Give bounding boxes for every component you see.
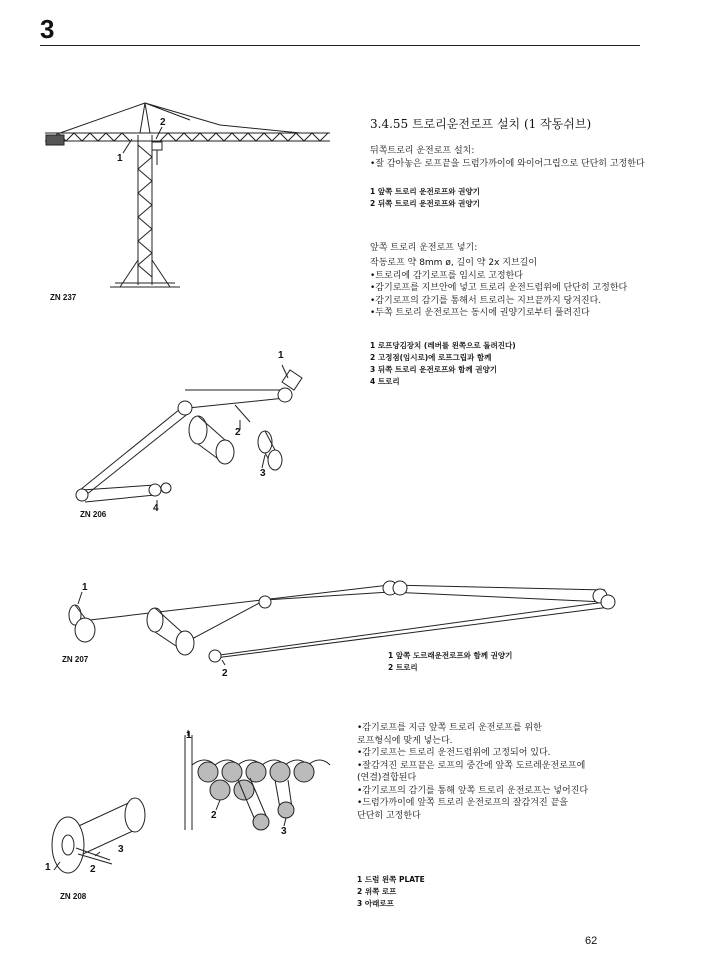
crane-drawing xyxy=(40,95,340,300)
instruction-line: •감기로프를 지금 앞쪽 트로리 운전로프를 위한 xyxy=(357,723,542,733)
legend-line: 2 뒤쪽 트로리 운전로프와 권양기 xyxy=(370,199,480,208)
instruction-line: •두쪽 트로리 운전로프는 동시에 권양기로부터 풀려진다 xyxy=(370,308,590,318)
figure-label-zn237: ZN 237 xyxy=(50,293,77,302)
reeving-drawing-zn206 xyxy=(70,350,310,510)
figure-label-zn207: ZN 207 xyxy=(62,655,89,664)
chapter-number: 3 xyxy=(40,14,55,44)
reeving-figure-zn207 xyxy=(60,580,660,679)
instruction-line: •잘감겨진 로프끝은 로프의 중간에 앞쪽 도르레운전로프에 xyxy=(357,760,586,771)
figure-label-zn208: ZN 208 xyxy=(60,892,87,901)
header-rule xyxy=(40,45,640,46)
legend-line: 4 트로리 xyxy=(370,377,400,386)
front-rope-heading: 앞쪽 트로리 운전로프 넣기: xyxy=(370,243,478,253)
crane-callout-2: 2 xyxy=(160,117,166,128)
legend-line: 2 위쪽 로프 xyxy=(357,887,397,896)
drum-callout-2: 2 xyxy=(90,864,96,875)
legend-line: 1 드럼 왼쪽 PLATE xyxy=(357,875,425,884)
legend-line: 1 앞쪽 트로리 운전로프와 권양기 xyxy=(370,187,480,196)
instruction-line: •감기로프의 감기를 통해 앞쪽 트로리 운전로프는 넣어진다 xyxy=(357,785,589,796)
rear-rope-legend xyxy=(370,186,480,210)
instruction-line: 로프형식에 맞게 넣는다. xyxy=(357,735,453,746)
instruction-line: 단단히 고정한다 xyxy=(357,810,421,821)
legend-line: 3 뒤쪽 트로리 운전로프와 함께 권양기 xyxy=(370,365,497,374)
long-reeving-callout-2: 2 xyxy=(222,668,228,679)
instruction-line: •트로리에 감기로프를 임시로 고정한다 xyxy=(370,270,523,281)
reeving-callout-4: 4 xyxy=(153,503,159,514)
legend-line: 1 로프당김장치 (레버를 왼쪽으로 돌려진다) xyxy=(370,341,516,350)
legend-line: 2 고정점(임시로)에 로프그립과 함께 xyxy=(370,353,492,362)
reeving-callout-2: 2 xyxy=(235,427,241,438)
drum-callout-1: 1 xyxy=(45,862,51,873)
reeving-callout-3: 3 xyxy=(260,468,266,479)
crane-callout-1: 1 xyxy=(117,153,123,164)
drum-detail-callout-3: 3 xyxy=(281,826,287,837)
drum-legend xyxy=(357,874,425,910)
drum-detail-figure xyxy=(180,730,355,840)
instruction-line: (연결)결합된다 xyxy=(357,773,417,783)
instruction-line: •감기로프를 지브안에 넣고 트로리 운전드럼위에 단단히 고정한다 xyxy=(370,283,628,293)
rear-rope-heading: 뒤쪽트로리 운전로프 설치: xyxy=(370,146,475,156)
rear-rope-instruction: •잘 감아놓은 로프끝을 드럼가까이에 와이어그립으로 단단히 고정한다 xyxy=(370,159,645,169)
drum-figure-zn208 xyxy=(40,780,150,885)
zn207-legend xyxy=(388,650,512,674)
reeving-callout-1: 1 xyxy=(278,350,284,361)
instruction-line: •드럼가까이에 앞쪽 트로리 운전로프의 잘감겨진 끝을 xyxy=(357,798,568,808)
reeving-figure-zn206 xyxy=(70,350,310,514)
drum-detail-callout-1: 1 xyxy=(186,730,192,741)
figure-label-zn206: ZN 206 xyxy=(80,510,107,519)
legend-line: 2 트로리 xyxy=(388,663,418,672)
legend-line: 3 아래로프 xyxy=(357,899,394,908)
drum-detail-callout-2: 2 xyxy=(211,810,217,821)
reeving-drawing-zn207 xyxy=(60,580,660,675)
legend-line: 1 앞쪽 도르래운전로프와 함께 권양기 xyxy=(388,651,513,660)
instruction-line: •감기로프의 감기를 통해서 트로리는 지브끝까지 당겨진다. xyxy=(370,295,602,306)
drum-callout-3: 3 xyxy=(118,844,124,855)
front-rope-legend xyxy=(370,340,516,388)
instruction-line: •감기로프는 트로리 운전드럼위에 고정되어 있다. xyxy=(357,748,551,758)
front-rope-instructions xyxy=(370,257,627,320)
front-rope-procedure xyxy=(357,722,588,822)
crane-figure xyxy=(40,95,340,300)
drum-detail-drawing xyxy=(180,730,355,840)
section-title: 3.4.55 트로리운전로프 설치 (1 작동쉬브) xyxy=(370,117,592,131)
long-reeving-callout-1: 1 xyxy=(82,582,88,593)
page-number: 62 xyxy=(585,935,598,947)
instruction-line: 작동로프 약 8mm ø, 길이 약 2x 지브길이 xyxy=(370,258,538,268)
